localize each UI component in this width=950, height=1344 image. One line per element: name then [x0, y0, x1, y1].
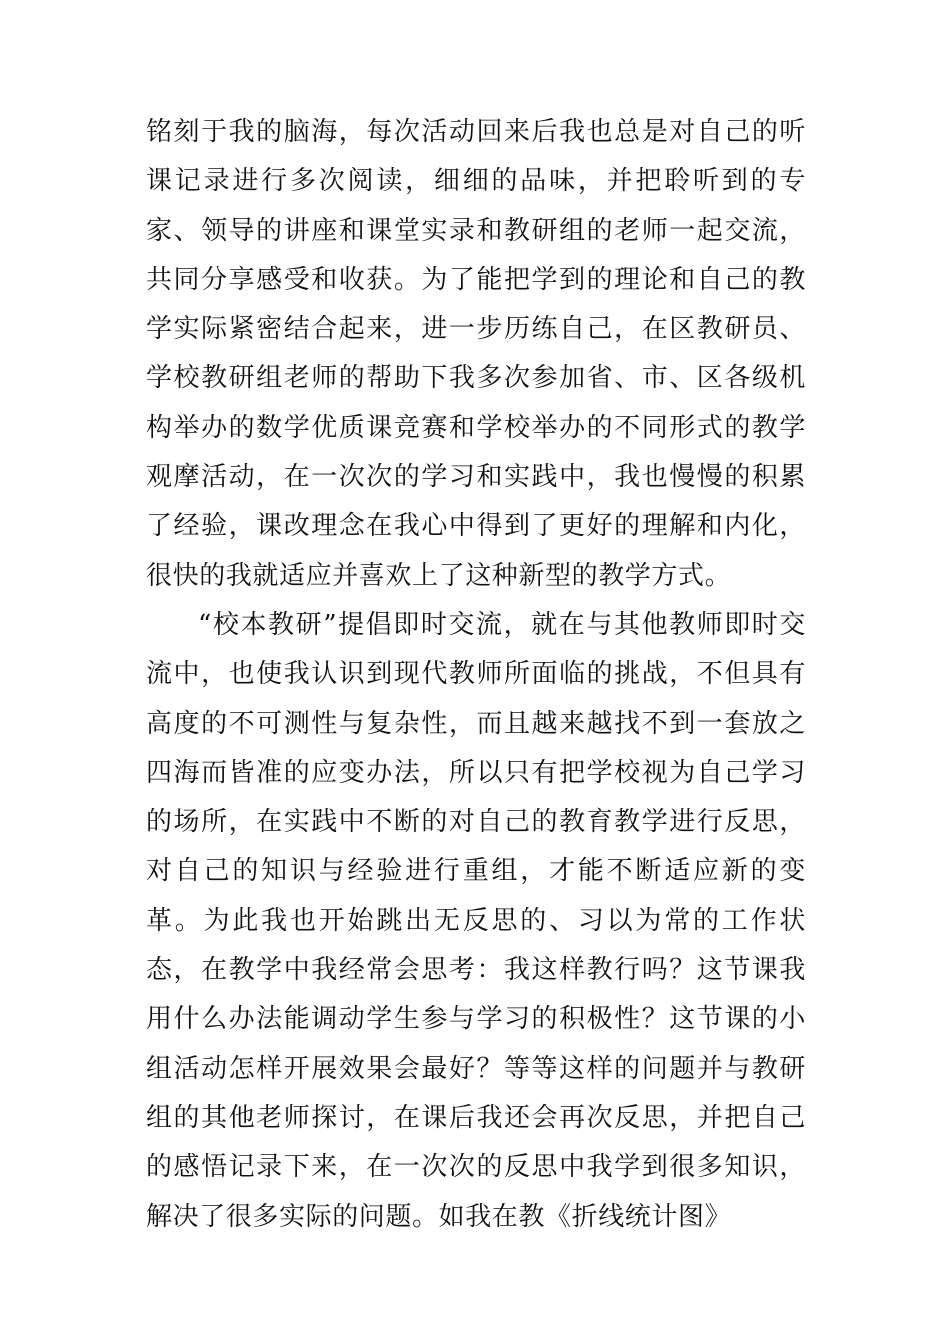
paragraph-2: “校本教研”提倡即时交流，就在与其他教师即时交流中，也使我认识到现代教师所面临的挑战，不但具有高度的不可测性与复杂性，而且越来越找不到一套放之四海而皆准的应变办法，所以只有把学校视为自己学习的场所，在实践中不断的对自己的教育教学进行反思，对自己的知识与经验进行重组，才能不断适应新的变革。为此我也开始跳出无反思的、习以为常的工作状态，在教学中我经常会思考：我这样教行吗？这节课我用什么办法能调动学生参与学习的积极性？这节课的小组活动怎样开展效果会最好？等等这样的问题并与教研组的其他老师探讨，在课后我还会再次反思，并把自己的感悟记录下来，在一次次的反思中我学到很多知识，解决了很多实际的问题。如我在教《折线统计图》	[146, 609, 806, 1232]
paragraph-1: 铭刻于我的脑海，每次活动回来后我也总是对自己的听课记录进行多次阅读，细细的品味，并把聆听到的专家、领导的讲座和课堂实录和教研组的老师一起交流，共同分享感受和收获。为了能把学到的理论和自己的教学实际紧密结合起来，进一步历练自己，在区教研员、学校教研组老师的帮助下我多次参加省、市、区各级机构举办的数学优质课竞赛和学校举办的不同形式的教学观摩活动，在一次次的学习和实践中，我也慢慢的积累了经验，课改理念在我心中得到了更好的理解和内化，很快的我就适应并喜欢上了这种新型的教学方式。	[146, 117, 806, 591]
document-body	[146, 108, 806, 1242]
